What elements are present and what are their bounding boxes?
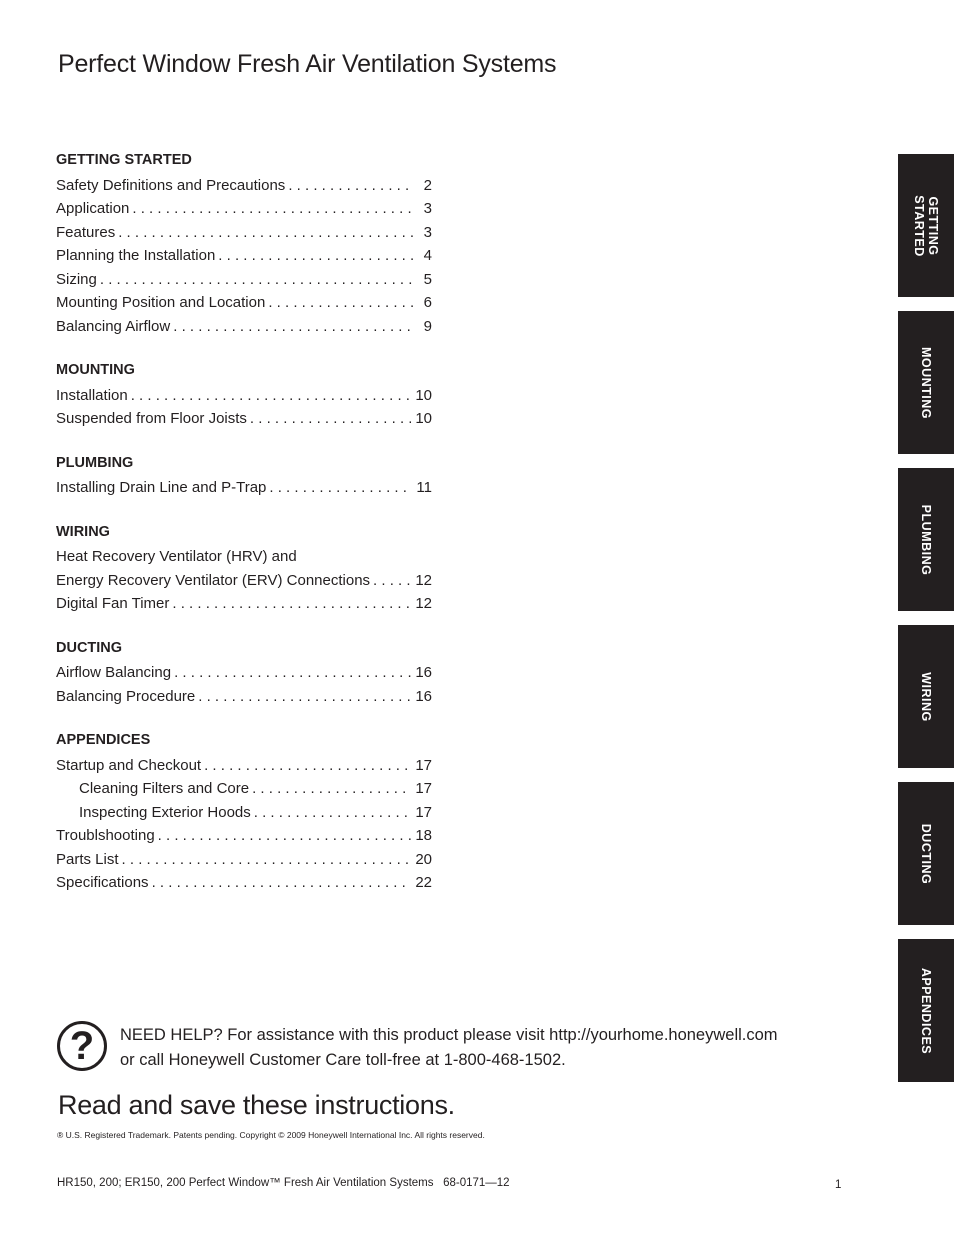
dot-leader (173, 315, 414, 339)
toc-entry-label: Planning the Installation (56, 247, 216, 264)
question-mark-icon: ? (57, 1021, 107, 1071)
toc-entry-label: Installation (56, 386, 128, 404)
toc-entry-page: 12 (415, 571, 432, 589)
dot-leader (250, 407, 411, 431)
toc-entry-page: 17 (415, 803, 432, 821)
toc-entry-page: 16 (415, 687, 432, 705)
section-tabs (898, 154, 954, 1096)
toc-entry[interactable] (56, 754, 432, 778)
toc-entry[interactable] (56, 384, 432, 408)
toc-entry-page: 10 (415, 386, 432, 404)
dot-leader (268, 291, 414, 315)
tab-wiring[interactable] (898, 625, 954, 768)
toc-section-heading: WIRING (56, 523, 110, 540)
tab-label: APPENDICES (919, 967, 933, 1054)
dot-leader (100, 268, 414, 292)
table-of-contents (56, 150, 432, 917)
toc-entry[interactable] (56, 174, 432, 198)
toc-entry-page: 12 (415, 595, 432, 612)
toc-entry-page: 20 (415, 850, 432, 868)
copyright-notice: ® U.S. Registered Trademark. Patents pending. Copyright © 2009 Honeywell International Inc. All rights reserved. (57, 1130, 485, 1140)
toc-entry[interactable] (56, 407, 432, 431)
toc-entry-label: Mounting Position and Location (56, 294, 266, 311)
dot-leader (132, 197, 414, 221)
toc-section-heading: GETTING STARTED (56, 152, 192, 168)
tab-mounting[interactable] (898, 311, 954, 454)
toc-entry-label: Parts List (56, 850, 119, 868)
page-title: Perfect Window Fresh Air Ventilation Systems (58, 50, 557, 78)
toc-entry-label: Installing Drain Line and P-Trap (56, 479, 267, 496)
toc-entry-label: Suspended from Floor Joists (56, 410, 247, 427)
toc-section (56, 730, 432, 895)
dot-leader (254, 801, 412, 825)
dot-leader (373, 569, 411, 593)
toc-entry-label: Sizing (56, 270, 97, 288)
toc-entry[interactable] (56, 244, 432, 268)
tab-label: MOUNTING (919, 346, 933, 419)
help-line-1: NEED HELP? For assistance with this product please visit http://yourhome.honeywell.com (120, 1026, 778, 1044)
toc-entry-page: 6 (423, 294, 432, 311)
toc-entry-label: Application (56, 200, 130, 217)
toc-entry[interactable] (56, 221, 432, 245)
toc-section (56, 150, 432, 338)
dot-leader (131, 384, 412, 408)
toc-entry-label: Digital Fan Timer (56, 595, 170, 612)
toc-entry[interactable] (56, 777, 432, 801)
dot-leader (218, 244, 414, 268)
toc-section (56, 453, 432, 500)
tab-label: PLUMBING (919, 504, 933, 575)
tab-ducting[interactable] (898, 782, 954, 925)
toc-entry-label: Balancing Airflow (56, 317, 171, 335)
toc-section-heading: PLUMBING (56, 454, 134, 471)
toc-entry-label: Airflow Balancing (56, 664, 172, 681)
toc-entry-page: 18 (415, 827, 432, 844)
toc-entry-page: 17 (415, 780, 432, 797)
toc-entry-page: 10 (415, 410, 432, 427)
toc-section-heading: DUCTING (56, 639, 123, 656)
toc-entry[interactable] (56, 315, 432, 339)
dot-leader (118, 221, 414, 245)
toc-entry[interactable] (56, 268, 432, 292)
toc-entry-page: 9 (423, 317, 432, 335)
read-save-heading: Read and save these instructions. (58, 1090, 455, 1120)
toc-entry-label: Troublshooting (56, 827, 155, 844)
toc-entry-page: 11 (416, 479, 432, 496)
toc-entry[interactable] (56, 661, 432, 685)
dot-leader (269, 476, 412, 500)
toc-entry-label: Inspecting Exterior Hoods (79, 803, 251, 821)
help-line-2: or call Honeywell Customer Care toll-free at 1-800-468-1502. (120, 1051, 566, 1069)
toc-entry-page: 17 (415, 756, 432, 774)
toc-entry[interactable] (56, 801, 432, 825)
tab-label: WIRING (919, 671, 933, 722)
dot-leader (204, 754, 411, 778)
toc-entry[interactable] (56, 545, 432, 569)
dot-leader (158, 824, 412, 848)
footer-model-info: HR150, 200; ER150, 200 Perfect Window™ Fresh Air Ventilation Systems 68-0171—12 (57, 1177, 510, 1189)
dot-leader (252, 777, 411, 801)
dot-leader (198, 685, 411, 709)
toc-entry-page: 5 (423, 270, 432, 288)
tab-appendices[interactable] (898, 939, 954, 1082)
toc-entry-label: Cleaning Filters and Core (79, 780, 250, 797)
toc-section (56, 638, 432, 709)
toc-section (56, 522, 432, 616)
tab-getting-started[interactable] (898, 154, 954, 297)
dot-leader (152, 871, 412, 895)
toc-entry-label: Energy Recovery Ventilator (ERV) Connections (56, 571, 371, 589)
toc-entry-label: Heat Recovery Ventilator (HRV) and (56, 548, 297, 565)
toc-entry-page: 3 (423, 223, 432, 241)
toc-entry-page: 4 (423, 247, 432, 264)
toc-entry-label: Startup and Checkout (56, 756, 202, 774)
toc-entry-label: Balancing Procedure (56, 687, 196, 705)
toc-entry[interactable] (56, 871, 432, 895)
dot-leader (172, 592, 411, 616)
dot-leader (122, 848, 412, 872)
toc-entry[interactable] (56, 476, 432, 500)
dot-leader (174, 661, 411, 685)
toc-section-heading: MOUNTING (56, 362, 135, 378)
toc-section (56, 360, 432, 431)
toc-entry[interactable] (56, 569, 432, 593)
toc-entry[interactable] (56, 291, 432, 315)
toc-entry-label: Safety Definitions and Precautions (56, 176, 286, 194)
toc-section-heading: APPENDICES (56, 732, 151, 748)
help-text (120, 1023, 778, 1073)
toc-entry-label: Features (56, 223, 116, 241)
tab-label: DUCTING (919, 823, 933, 884)
toc-entry[interactable] (56, 197, 432, 221)
page-number: 1 (835, 1179, 842, 1191)
dot-leader (288, 174, 414, 198)
toc-entry-page: 16 (415, 664, 432, 681)
toc-entry-page: 3 (423, 200, 432, 217)
tab-label: GETTING STARTED (912, 194, 940, 257)
toc-entry-label: Specifications (56, 874, 149, 891)
toc-entry[interactable] (56, 824, 432, 848)
toc-entry[interactable] (56, 685, 432, 709)
toc-entry[interactable] (56, 592, 432, 616)
toc-entry-page: 2 (423, 176, 432, 194)
tab-plumbing[interactable] (898, 468, 954, 611)
toc-entry-page: 22 (415, 874, 432, 891)
toc-entry[interactable] (56, 848, 432, 872)
